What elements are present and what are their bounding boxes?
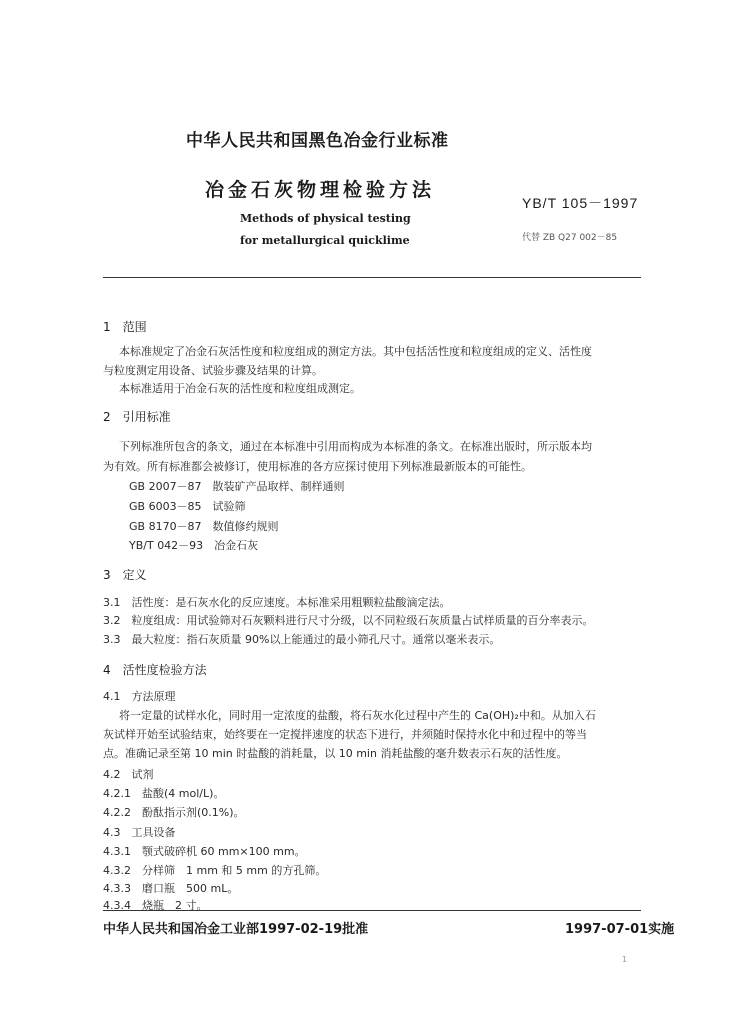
document-title: 冶金石灰物理检验方法 [205,179,436,201]
list-item: 4.3.3 磨口瓶 500 mL。 [103,882,239,895]
paragraph: 灰试样开始至试验结束，始终要在一定搅拌速度的状态下进行，并须随时保持水化中和过程中的等当 [103,728,587,741]
section-2-heading: 2 引用标准 [103,410,171,424]
paragraph: 为有效。所有标准都会被修订，使用标准的各方应探讨使用下列标准最新版本的可能性。 [103,460,532,473]
subsection-heading: 4.1 方法原理 [103,690,176,703]
list-item: 4.2.1 盐酸(4 mol/L)。 [103,787,225,800]
paragraph: 点。准确记录至第 10 min 时盐酸的消耗量，以 10 min 消耗盐酸的毫升数表示石灰的活性度。 [103,747,568,760]
page-number: 1 [622,955,628,964]
list-item: 4.2.2 酚酞指示剂(0.1%)。 [103,806,245,819]
reference-item: GB 8170－87 数值修约规则 [129,520,279,533]
paragraph: 与粒度测定用设备、试验步骤及结果的计算。 [103,364,323,377]
subsection-heading: 4.2 试剂 [103,768,154,781]
english-title-line-1: Methods of physical testing [240,212,411,225]
definition-item: 3.1 活性度：是石灰水化的反应速度。本标准采用粗颗粒盐酸滴定法。 [103,596,451,609]
header-divider [103,277,641,278]
reference-item: YB/T 042－93 冶金石灰 [129,539,259,552]
list-item: 4.3.4 烧瓶 2 寸。 [103,899,208,912]
issuing-authority: 中华人民共和国黑色冶金行业标准 [186,131,449,151]
implementation-date: 1997-07-01实施 [565,922,675,937]
reference-item: GB 6003－85 试验筛 [129,500,246,513]
approval-statement: 中华人民共和国冶金工业部1997-02-19批准 [103,922,369,937]
paragraph: 下列标准所包含的条文，通过在本标准中引用而构成为本标准的条文。在标准出版时，所示版本均 [119,440,592,453]
standard-code: YB/T 105－1997 [522,195,639,211]
paragraph: 本标准适用于冶金石灰的活性度和粒度组成测定。 [119,382,361,395]
replaces-standard: 代替 ZB Q27 002－85 [522,233,618,243]
footer-divider [103,910,641,911]
paragraph: 将一定量的试样水化，同时用一定浓度的盐酸，将石灰水化过程中产生的 Ca(OH)₂中和。从加入石 [119,709,596,722]
reference-item: GB 2007－87 散装矿产品取样、制样通则 [129,480,345,493]
definition-item: 3.2 粒度组成：用试验筛对石灰颗料进行尺寸分级，以不同粒级石灰质量占试样质量的百分率表示。 [103,614,594,627]
subsection-heading: 4.3 工具设备 [103,826,176,839]
paragraph: 本标准规定了冶金石灰活性度和粒度组成的测定方法。其中包括活性度和粒度组成的定义、活性度 [119,345,592,358]
section-3-heading: 3 定义 [103,568,147,582]
list-item: 4.3.1 颚式破碎机 60 mm×100 mm。 [103,845,306,858]
section-4-heading: 4 活性度检验方法 [103,663,207,677]
list-item: 4.3.2 分样筛 1 mm 和 5 mm 的方孔筛。 [103,864,327,877]
definition-item: 3.3 最大粒度：指石灰质量 90%以上能通过的最小筛孔尺寸。通常以毫米表示。 [103,633,501,646]
section-1-heading: 1 范围 [103,320,147,334]
english-title-line-2: for metallurgical quicklime [240,234,410,247]
